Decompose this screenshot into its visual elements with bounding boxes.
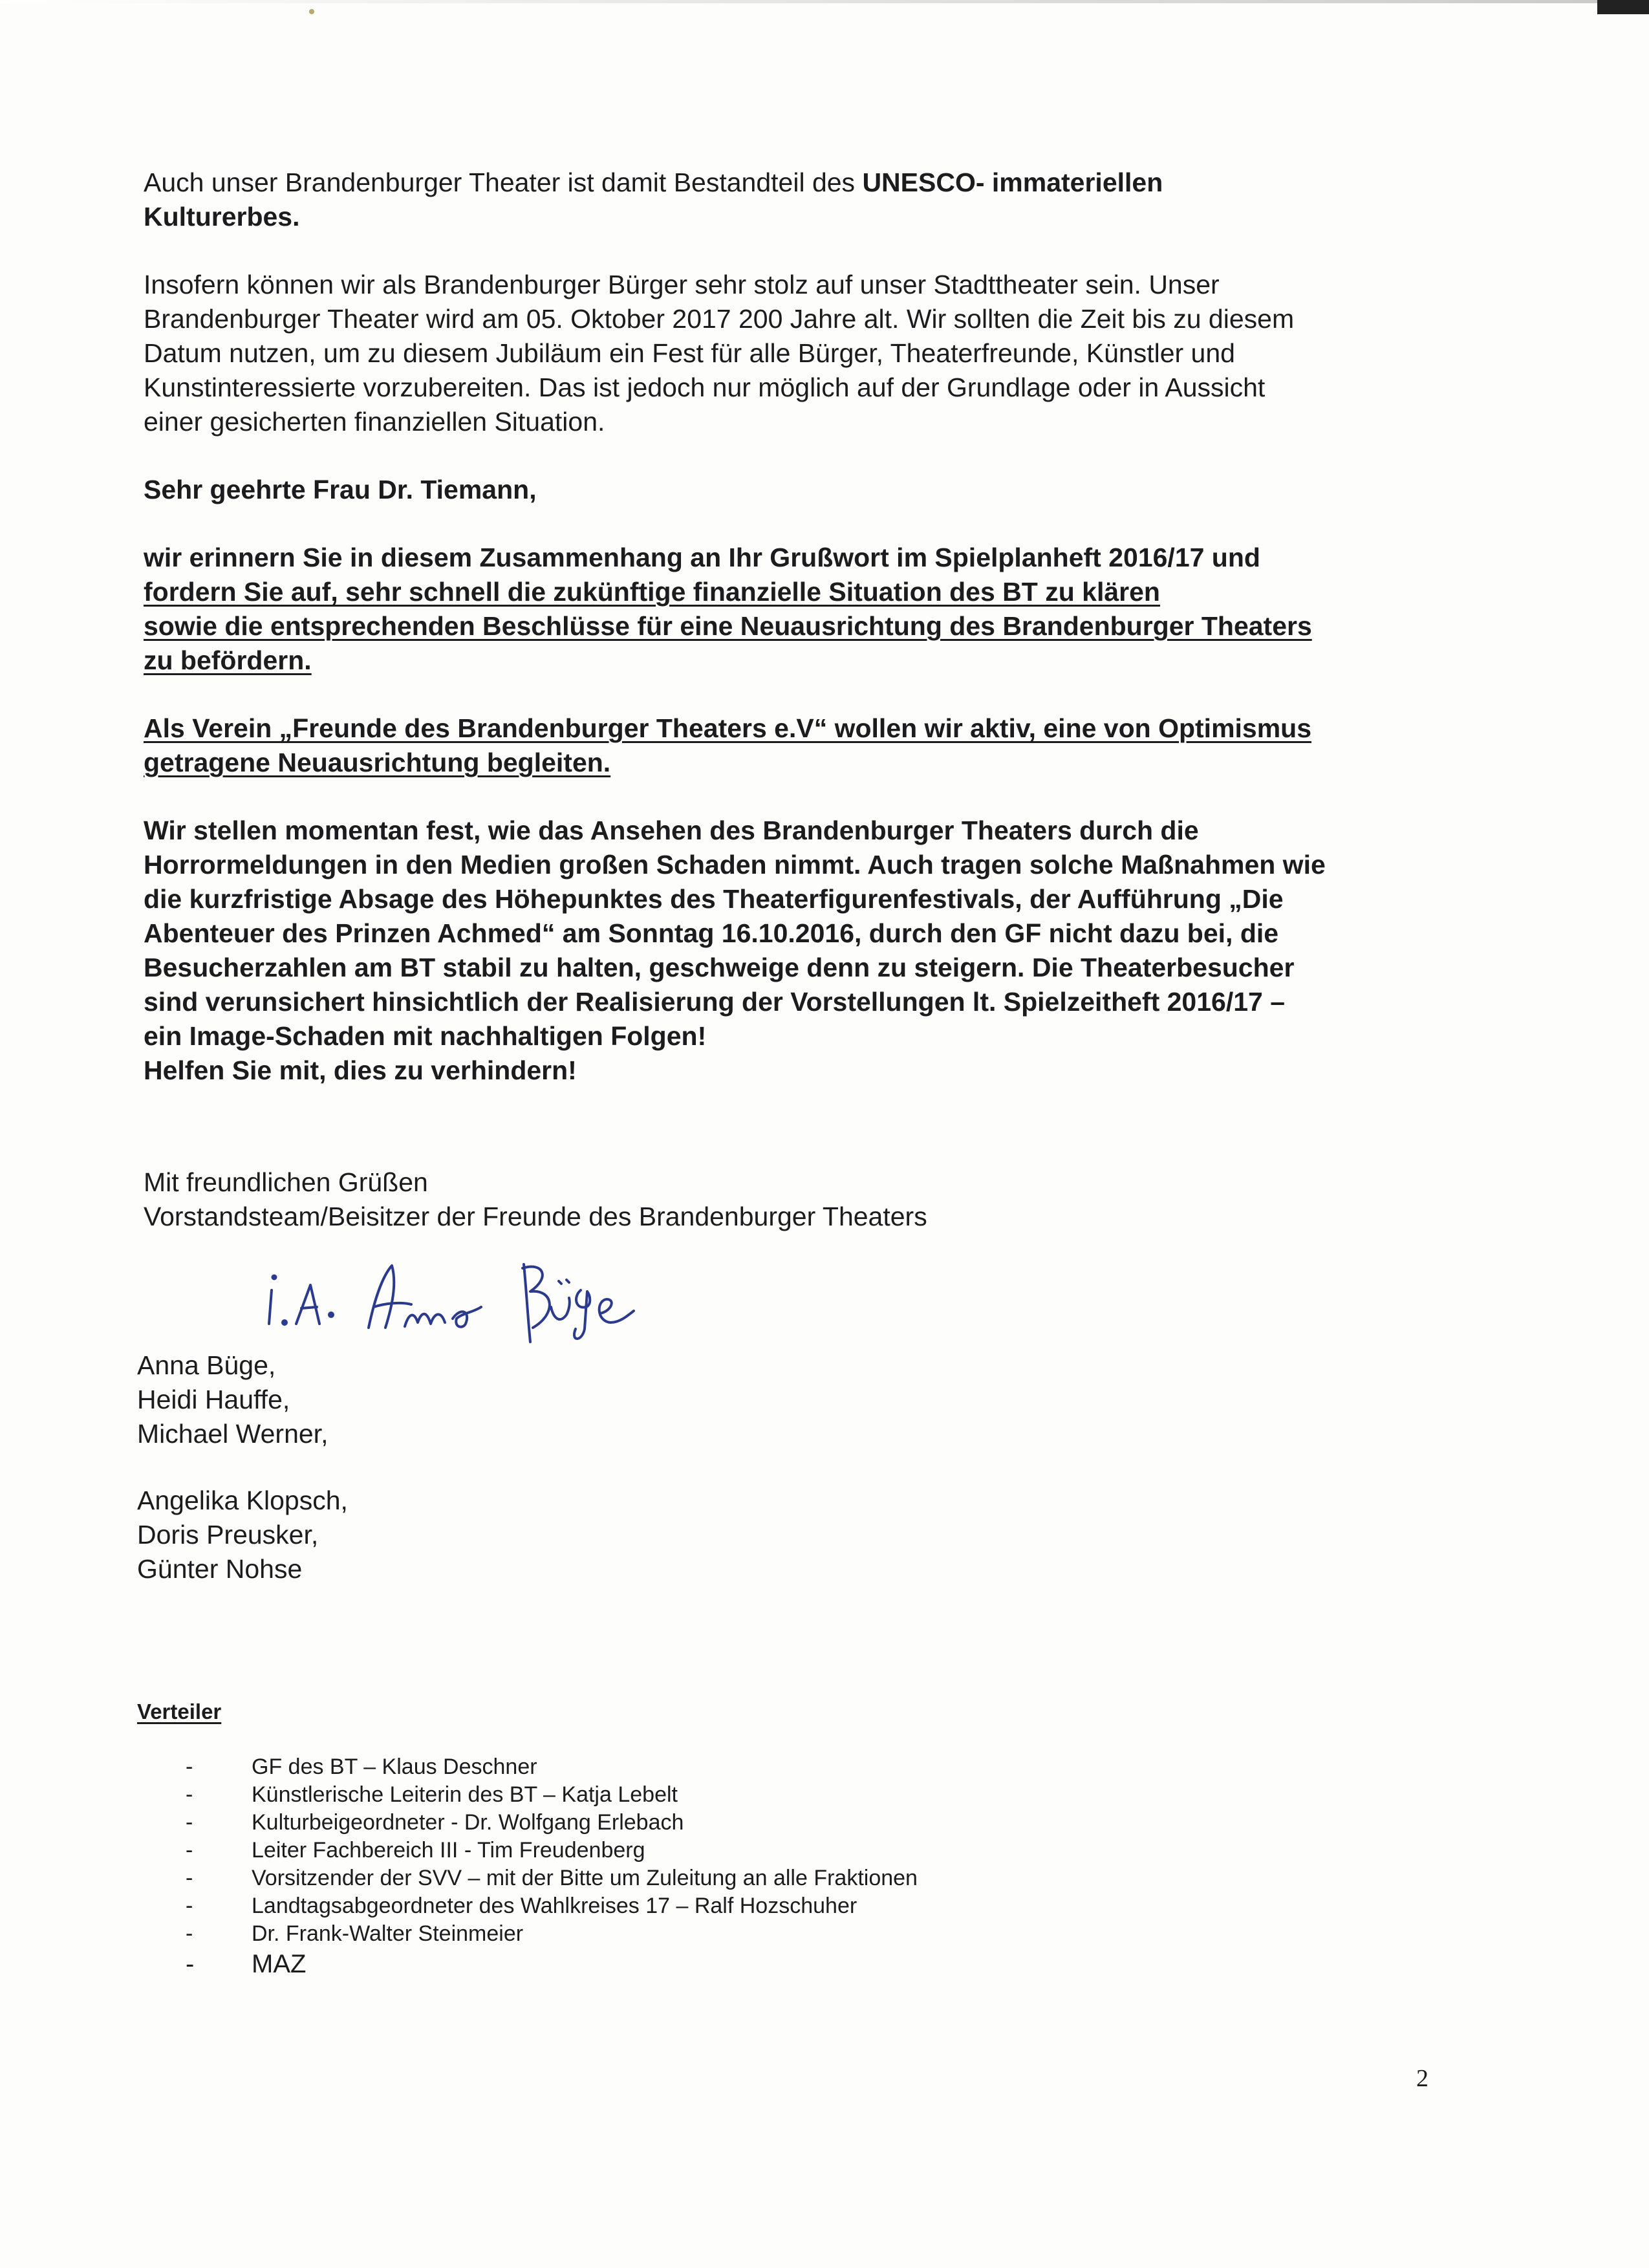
closing-sender: Vorstandsteam/Beisitzer der Freunde des Brandenburger Theaters [144,1202,927,1231]
distribution-items [137,1753,918,1980]
signers-list [137,1348,348,1586]
page-number: 2 [1416,2065,1428,2092]
signer-name: Doris Preusker, [137,1520,319,1550]
text-segment: Horrormeldungen in den Medien großen Schaden nimmt. Auch tragen solche Maßnahmen wie [144,850,1326,880]
signer-name: Angelika Klopsch, [137,1485,348,1515]
letter-paragraph [144,711,1489,780]
distribution-item: - GF des BT – Klaus Deschner [137,1753,918,1781]
signer-name: Günter Nohse [137,1554,303,1584]
text-line [144,916,1489,951]
letter-paragraph [144,541,1489,678]
text-segment: fordern Sie auf, sehr schnell die zukünftige finanzielle Situation des BT zu klären [144,577,1160,607]
text-segment: sind verunsichert hinsichtlich der Realisierung der Vorstellungen lt. Spielzeitheft 2016/17 – [144,987,1286,1017]
text-segment: getragene Neuausrichtung begleiten. [144,748,611,777]
distribution-item: - Dr. Frank-Walter Steinmeier [137,1920,918,1948]
text-segment: Sehr geehrte Frau Dr. Tiemann, [144,475,537,504]
text-line [144,336,1489,371]
distribution-item: - Leiter Fachbereich III - Tim Freudenberg [137,1837,918,1864]
distribution-item: - Vorsitzender der SVV – mit der Bitte um Zuleitung an alle Fraktionen [137,1864,918,1892]
text-line [144,1053,1489,1088]
text-line [144,985,1489,1019]
distribution-title: Verteiler [137,1700,222,1723]
signer-name: Michael Werner, [137,1419,329,1449]
text-segment: Als Verein „Freunde des Brandenburger Theaters e.V“ wollen wir aktiv, eine von Optimismus [144,713,1312,743]
text-line [144,541,1489,575]
letter-paragraph [144,473,1489,507]
text-line [144,814,1489,848]
text-line [144,268,1489,302]
closing-greeting: Mit freundlichen Grüßen [144,1167,428,1197]
distribution-item: - MAZ [137,1948,918,1980]
letter-paragraphs [144,166,1489,1088]
letter-body [144,166,1489,1234]
text-line [144,643,1489,678]
letter-paragraph [144,268,1489,439]
text-line [144,371,1489,405]
distribution-item: - Künstlerische Leiterin des BT – Katja Lebelt [137,1781,918,1809]
text-segment: Auch unser Brandenburger Theater ist damit Bestandteil des [144,167,863,197]
scan-top-edge [0,0,1649,3]
text-line [144,166,1489,200]
text-segment: Brandenburger Theater wird am 05. Oktober 2017 200 Jahre alt. Wir sollten die Zeit bis zu diesem [144,304,1295,334]
text-segment: Helfen Sie mit, dies zu verhindern! [144,1055,577,1085]
text-line [144,951,1489,985]
letter-paragraph [144,814,1489,1088]
text-line [144,711,1489,746]
text-segment: Wir stellen momentan fest, wie das Ansehen des Brandenburger Theaters durch die [144,815,1199,845]
text-line [144,200,1489,234]
distribution-item: - Kulturbeigeordneter - Dr. Wolfgang Erlebach [137,1809,918,1837]
text-line [144,848,1489,882]
text-segment: wir erinnern Sie in diesem Zusammenhang an Ihr Grußwort im Spielplanheft 2016/17 und [144,543,1260,572]
text-line [144,609,1489,643]
text-line [144,746,1489,780]
handwritten-signature [259,1251,673,1348]
text-segment: Insofern können wir als Brandenburger Bürger sehr stolz auf unser Stadttheater sein. Unser [144,270,1220,299]
signature-graphic [259,1251,673,1348]
text-line [144,405,1489,439]
text-segment: Abenteuer des Prinzen Achmed“ am Sonntag 16.10.2016, durch den GF nicht dazu bei, die [144,918,1279,948]
text-line [144,302,1489,336]
scan-speck [309,9,314,14]
signer-name: Anna Büge, [137,1350,276,1380]
text-segment: Datum nutzen, um zu diesem Jubiläum ein Fest für alle Bürger, Theaterfreunde, Künstler und [144,338,1235,368]
text-line [144,1019,1489,1053]
text-line [144,882,1489,916]
text-segment: ein Image-Schaden mit nachhaltigen Folgen! [144,1021,707,1051]
letter-paragraph [144,166,1489,234]
scan-corner-mark [1597,0,1649,14]
text-segment: die kurzfristige Absage des Höhepunktes des Theaterfigurenfestivals, der Aufführung „Die [144,884,1284,914]
text-segment: Besucherzahlen am BT stabil zu halten, geschweige denn zu steigern. Die Theaterbesucher [144,953,1295,982]
text-segment: UNESCO- immateriellen [862,167,1163,197]
signer-name: Heidi Hauffe, [137,1385,290,1414]
text-segment: zu befördern. [144,645,312,675]
distribution-list [137,1700,918,1980]
text-line [144,575,1489,609]
distribution-item: - Landtagsabgeordneter des Wahlkreises 17 – Ralf Hozschuher [137,1892,918,1920]
text-line [144,473,1489,507]
text-segment: Kunstinteressierte vorzubereiten. Das ist jedoch nur möglich auf der Grundlage oder in Aussicht [144,373,1266,402]
text-segment: sowie die entsprechenden Beschlüsse für eine Neuausrichtung des Brandenburger Theaters [144,611,1312,641]
closing-block [144,1165,1489,1234]
text-segment: einer gesicherten finanziellen Situation. [144,407,605,437]
text-segment: Kulturerbes. [144,202,300,232]
